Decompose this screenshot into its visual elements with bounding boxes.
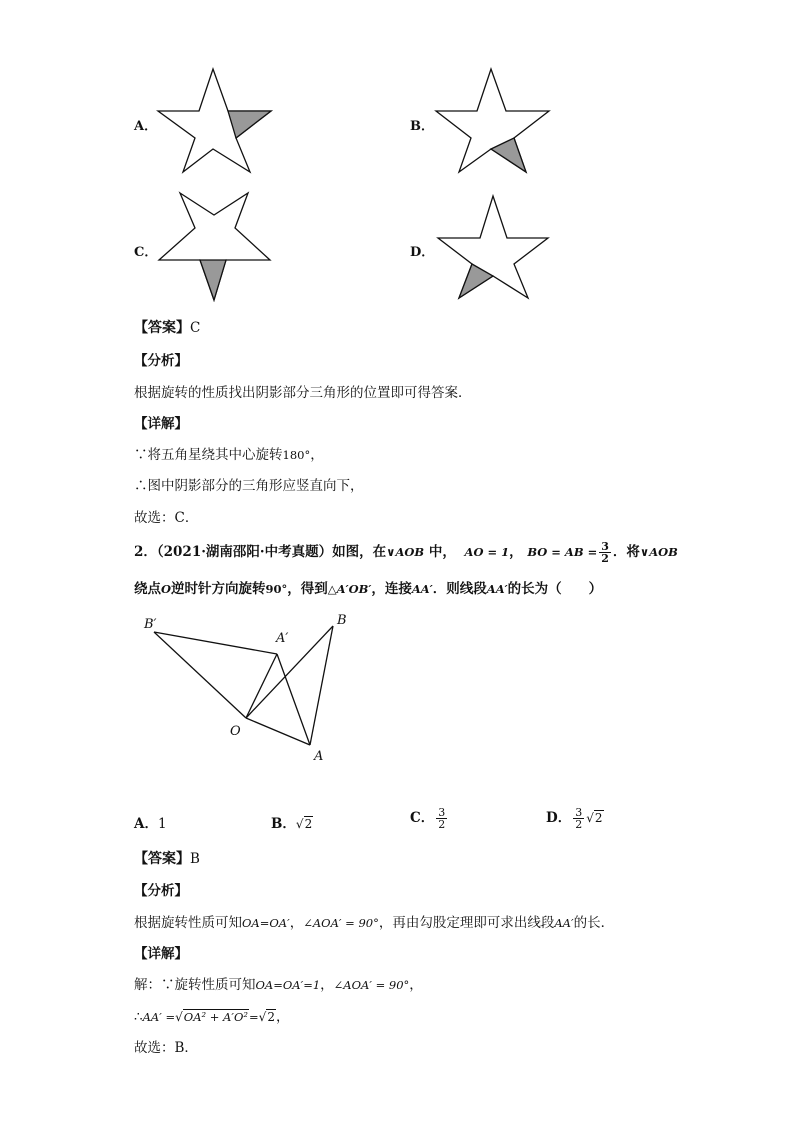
text: 中， <box>424 544 456 560</box>
math-eq: OA=OA′ <box>242 916 290 930</box>
frac-num: 3 <box>438 806 446 819</box>
frac-den: 2 <box>575 818 583 831</box>
shaded-triangle-a <box>228 111 271 138</box>
star-a <box>158 69 271 172</box>
segment-a-prime-o <box>246 654 277 718</box>
text: ∵将五角星绕其中心旋转 <box>134 447 283 463</box>
fraction <box>436 807 447 830</box>
answer-tag: 【答案】 <box>134 320 190 336</box>
segment-o-b <box>246 626 333 718</box>
text: ， <box>320 977 334 993</box>
math-seg: AA′ <box>411 582 433 596</box>
q2-stem-line-1 <box>134 540 678 564</box>
segment-b-prime-o <box>154 632 246 718</box>
sqrt-expr: √2 <box>295 817 313 831</box>
math-degree: 90° <box>265 582 288 596</box>
q1-analysis-tag: 【分析】 <box>134 353 188 369</box>
q2-detail-tag: 【详解】 <box>134 946 188 962</box>
math-seg: AA′ <box>554 916 574 930</box>
q2-answer <box>134 848 200 868</box>
text: ， <box>310 447 324 463</box>
q1-detail-line-2: ∴图中阴影部分的三角形应竖直向下， <box>134 478 364 494</box>
option-d-label: D． <box>410 245 435 260</box>
label-a: A <box>314 749 324 764</box>
text: 2．（2021·湖南邵阳·中考真题）如图，在 <box>134 544 387 560</box>
math-seg: AA′ <box>486 582 508 596</box>
label-o: O <box>230 724 241 739</box>
text: ，再由勾股定理即可求出线段 <box>378 915 555 931</box>
math-triangle: ∨AOB <box>386 545 425 559</box>
choice-label: B． <box>271 816 296 832</box>
q2-detail-line-3: 故选：B． <box>134 1040 198 1056</box>
option-a-label: A． <box>134 119 158 134</box>
choice-label: C． <box>410 810 435 826</box>
radicand: 2 <box>304 817 313 831</box>
sqrt-expr: √2 <box>258 1010 275 1024</box>
math-angle: ∠AOA′ = 90° <box>333 978 410 992</box>
text: ．将 <box>612 544 640 560</box>
text: ∴ <box>134 1009 143 1025</box>
text: ．则线段 <box>432 581 487 597</box>
q2-analysis-text <box>134 911 614 931</box>
frac-num: 3 <box>575 806 583 819</box>
text: 的长． <box>573 915 615 931</box>
label-b-prime: B′ <box>144 617 157 632</box>
text: ， <box>289 915 304 931</box>
answer-value: C <box>190 320 201 336</box>
star-c <box>159 193 270 300</box>
choice-label: D． <box>546 810 572 826</box>
choice-value: 1 <box>157 816 167 832</box>
star-d <box>438 196 548 298</box>
answer-value: B <box>190 851 200 867</box>
text: 的长为（ ） <box>507 581 603 597</box>
fraction <box>599 541 611 564</box>
label-a-prime: A′ <box>276 631 289 646</box>
q1-analysis-text: 根据旋转的性质找出阴影部分三角形的位置即可得答案． <box>134 385 472 401</box>
math-lhs: AA′ = <box>142 1010 176 1024</box>
segment-o-a <box>246 718 310 745</box>
math-triangle: ∨AOB <box>639 545 678 559</box>
q2-choice-c <box>410 806 449 830</box>
radicand: OA² + A′O² <box>183 1010 249 1024</box>
choice-label: A． <box>134 816 158 832</box>
text: ，连接 <box>371 581 412 597</box>
frac-den: 2 <box>601 552 609 565</box>
q2-detail-line-1 <box>134 973 423 993</box>
math-bo: BO = AB = <box>527 545 598 559</box>
math-eq: OA=OA′=1 <box>255 978 321 992</box>
math-ao: AO = 1 <box>464 545 510 559</box>
q2-geometry-figure <box>130 608 370 768</box>
math-degree: 180° <box>282 448 311 462</box>
text: ，得到 <box>287 581 328 597</box>
math-eq-sign: = <box>249 1010 259 1024</box>
text: ， <box>409 977 423 993</box>
text: 根据旋转性质可知 <box>134 915 242 931</box>
q1-detail-line-1 <box>134 443 324 463</box>
radicand: 2 <box>594 811 603 825</box>
star-figures <box>0 0 794 310</box>
answer-tag: 【答案】 <box>134 851 190 867</box>
math-o: O <box>161 582 172 596</box>
q2-stem-line-2 <box>134 577 602 597</box>
text: ， <box>275 1009 290 1025</box>
math-angle: ∠AOA′ = 90° <box>303 916 379 930</box>
q1-detail-tag: 【详解】 <box>134 416 188 432</box>
q2-analysis-tag: 【分析】 <box>134 883 188 899</box>
q1-answer <box>134 317 200 337</box>
option-c-label: C． <box>134 245 158 260</box>
q1-detail-line-3: 故选：C． <box>134 510 199 526</box>
text: ， <box>509 544 523 560</box>
text: 解：∵旋转性质可知 <box>134 977 256 993</box>
q2-choice-a <box>134 812 167 832</box>
math-triangle: △A′OB′ <box>327 582 372 596</box>
star-b <box>436 69 549 172</box>
frac-den: 2 <box>438 818 446 831</box>
radicand: 2 <box>267 1010 275 1024</box>
label-b: B <box>337 613 347 628</box>
option-b-label: B． <box>410 119 434 134</box>
q2-choice-d <box>546 806 604 830</box>
segment-b-prime-a-prime <box>154 632 277 654</box>
text: 绕点 <box>134 581 161 597</box>
frac-num: 3 <box>601 540 609 553</box>
sqrt-expr: √OA² + A′O² <box>175 1010 249 1024</box>
text: 逆时针方向旋转 <box>171 581 266 597</box>
fraction <box>573 807 584 830</box>
sqrt-expr: √2 <box>586 811 603 825</box>
shaded-triangle-c <box>200 260 226 300</box>
segment-b-a <box>310 626 333 745</box>
q2-choice-b <box>271 812 313 832</box>
q2-detail-line-2 <box>134 1005 289 1025</box>
